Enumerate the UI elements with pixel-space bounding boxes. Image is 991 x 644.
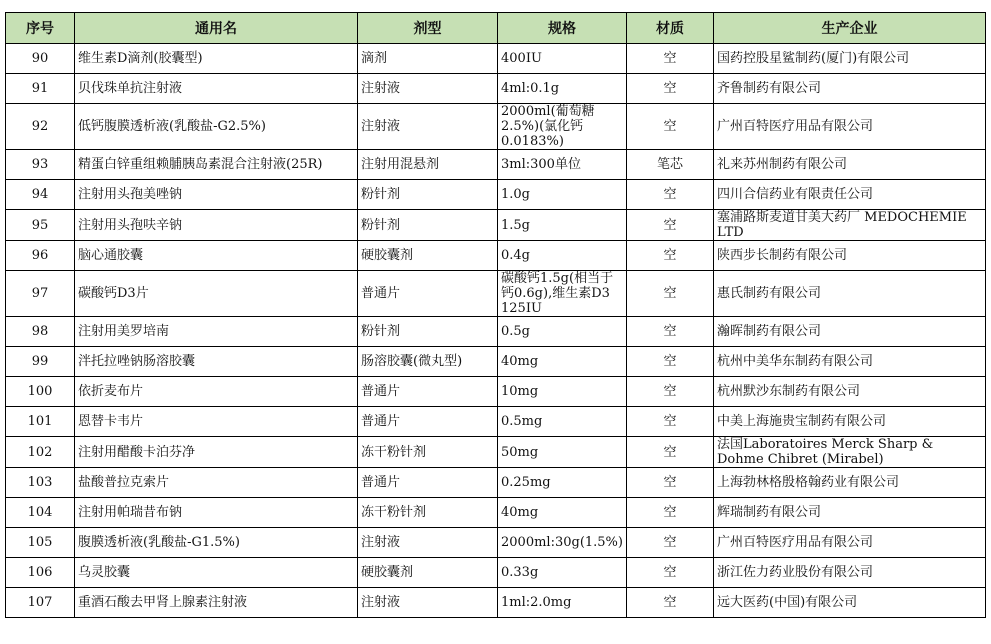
cell-manufacturer: 齐鲁制药有限公司 [714,74,986,104]
table-row [6,558,986,588]
cell-name: 碳酸钙D3片 [75,271,358,317]
cell-spec: 4ml:0.1g [498,74,627,104]
cell-manufacturer: 塞浦路斯麦道甘美大药厂 MEDOCHEMIE LTD [714,210,986,241]
cell-manufacturer: 上海勃林格殷格翰药业有限公司 [714,468,986,498]
cell-spec: 400IU [498,44,627,74]
cell-name: 腹膜透析液(乳酸盐-G1.5%) [75,528,358,558]
header-material: 材质 [627,13,714,44]
table-row [6,377,986,407]
cell-manufacturer: 中美上海施贵宝制药有限公司 [714,407,986,437]
cell-name: 泮托拉唑钠肠溶胶囊 [75,347,358,377]
table-row [6,150,986,180]
cell-spec: 0.5g [498,317,627,347]
cell-material: 笔芯 [627,150,714,180]
cell-form: 硬胶囊剂 [358,241,498,271]
cell-manufacturer: 礼来苏州制药有限公司 [714,150,986,180]
cell-manufacturer: 四川合信药业有限责任公司 [714,180,986,210]
cell-material: 空 [627,347,714,377]
cell-name: 精蛋白锌重组赖脯胰岛素混合注射液(25R) [75,150,358,180]
cell-form: 普通片 [358,468,498,498]
table-row [6,437,986,468]
cell-manufacturer: 陕西步长制药有限公司 [714,241,986,271]
cell-no: 96 [6,241,75,271]
cell-form: 肠溶胶囊(微丸型) [358,347,498,377]
cell-no: 99 [6,347,75,377]
cell-manufacturer: 法国Laboratoires Merck Sharp & Dohme Chibret (Mirabel) [714,437,986,468]
cell-no: 100 [6,377,75,407]
cell-spec: 1ml:2.0mg [498,588,627,618]
cell-spec: 40mg [498,498,627,528]
cell-form: 硬胶囊剂 [358,558,498,588]
cell-spec: 1.0g [498,180,627,210]
cell-manufacturer: 国药控股星鲨制药(厦门)有限公司 [714,44,986,74]
table-row [6,271,986,317]
cell-material: 空 [627,241,714,271]
cell-manufacturer: 惠氏制药有限公司 [714,271,986,317]
cell-name: 注射用帕瑞昔布钠 [75,498,358,528]
cell-name: 依折麦布片 [75,377,358,407]
cell-form: 冻干粉针剂 [358,498,498,528]
cell-name: 重酒石酸去甲肾上腺素注射液 [75,588,358,618]
cell-form: 粉针剂 [358,180,498,210]
cell-no: 105 [6,528,75,558]
cell-spec: 3ml:300单位 [498,150,627,180]
table-row [6,588,986,618]
cell-name: 注射用美罗培南 [75,317,358,347]
table-row [6,104,986,150]
cell-material: 空 [627,104,714,150]
cell-material: 空 [627,407,714,437]
cell-manufacturer: 广州百特医疗用品有限公司 [714,528,986,558]
cell-spec: 0.5mg [498,407,627,437]
cell-form: 冻干粉针剂 [358,437,498,468]
cell-material: 空 [627,74,714,104]
cell-spec: 碳酸钙1.5g(相当于钙0.6g),维生素D3 125IU [498,271,627,317]
cell-no: 102 [6,437,75,468]
cell-no: 98 [6,317,75,347]
cell-form: 粉针剂 [358,317,498,347]
cell-material: 空 [627,44,714,74]
cell-manufacturer: 广州百特医疗用品有限公司 [714,104,986,150]
table-row [6,317,986,347]
cell-material: 空 [627,210,714,241]
drug-table [5,12,986,618]
cell-material: 空 [627,528,714,558]
cell-no: 97 [6,271,75,317]
header-no: 序号 [6,13,75,44]
header-form: 剂型 [358,13,498,44]
cell-form: 粉针剂 [358,210,498,241]
cell-name: 维生素D滴剂(胶囊型) [75,44,358,74]
drug-table-container [5,12,986,618]
table-row [6,210,986,241]
cell-name: 贝伐珠单抗注射液 [75,74,358,104]
cell-material: 空 [627,271,714,317]
header-spec: 规格 [498,13,627,44]
table-row [6,44,986,74]
table-row [6,74,986,104]
table-row [6,528,986,558]
cell-spec: 0.4g [498,241,627,271]
cell-name: 低钙腹膜透析液(乳酸盐-G2.5%) [75,104,358,150]
cell-material: 空 [627,317,714,347]
cell-form: 普通片 [358,377,498,407]
cell-spec: 50mg [498,437,627,468]
cell-material: 空 [627,377,714,407]
cell-manufacturer: 瀚晖制药有限公司 [714,317,986,347]
cell-spec: 1.5g [498,210,627,241]
header-manufacturer: 生产企业 [714,13,986,44]
cell-spec: 10mg [498,377,627,407]
cell-form: 滴剂 [358,44,498,74]
table-row [6,180,986,210]
cell-manufacturer: 杭州中美华东制药有限公司 [714,347,986,377]
cell-no: 94 [6,180,75,210]
cell-no: 104 [6,498,75,528]
cell-no: 106 [6,558,75,588]
cell-name: 恩替卡韦片 [75,407,358,437]
cell-spec: 40mg [498,347,627,377]
header-row [6,13,986,44]
cell-no: 107 [6,588,75,618]
cell-form: 注射液 [358,588,498,618]
table-row [6,468,986,498]
cell-form: 普通片 [358,271,498,317]
cell-name: 注射用头孢呋辛钠 [75,210,358,241]
cell-spec: 2000ml:30g(1.5%) [498,528,627,558]
cell-no: 93 [6,150,75,180]
cell-no: 103 [6,468,75,498]
cell-material: 空 [627,498,714,528]
cell-spec: 0.25mg [498,468,627,498]
cell-material: 空 [627,180,714,210]
table-row [6,407,986,437]
cell-manufacturer: 浙江佐力药业股份有限公司 [714,558,986,588]
cell-material: 空 [627,558,714,588]
cell-no: 95 [6,210,75,241]
cell-form: 注射液 [358,528,498,558]
cell-name: 乌灵胶囊 [75,558,358,588]
cell-manufacturer: 杭州默沙东制药有限公司 [714,377,986,407]
cell-name: 注射用醋酸卡泊芬净 [75,437,358,468]
cell-manufacturer: 远大医药(中国)有限公司 [714,588,986,618]
table-row [6,498,986,528]
cell-material: 空 [627,588,714,618]
cell-name: 脑心通胶囊 [75,241,358,271]
cell-form: 注射液 [358,104,498,150]
header-name: 通用名 [75,13,358,44]
cell-name: 盐酸普拉克索片 [75,468,358,498]
cell-no: 101 [6,407,75,437]
cell-manufacturer: 辉瑞制药有限公司 [714,498,986,528]
cell-no: 90 [6,44,75,74]
cell-material: 空 [627,437,714,468]
table-row [6,241,986,271]
cell-no: 91 [6,74,75,104]
cell-name: 注射用头孢美唑钠 [75,180,358,210]
cell-form: 注射用混悬剂 [358,150,498,180]
cell-spec: 0.33g [498,558,627,588]
cell-form: 注射液 [358,74,498,104]
cell-material: 空 [627,468,714,498]
table-row [6,347,986,377]
cell-form: 普通片 [358,407,498,437]
cell-spec: 2000ml(葡萄糖2.5%)(氯化钙0.0183%) [498,104,627,150]
cell-no: 92 [6,104,75,150]
